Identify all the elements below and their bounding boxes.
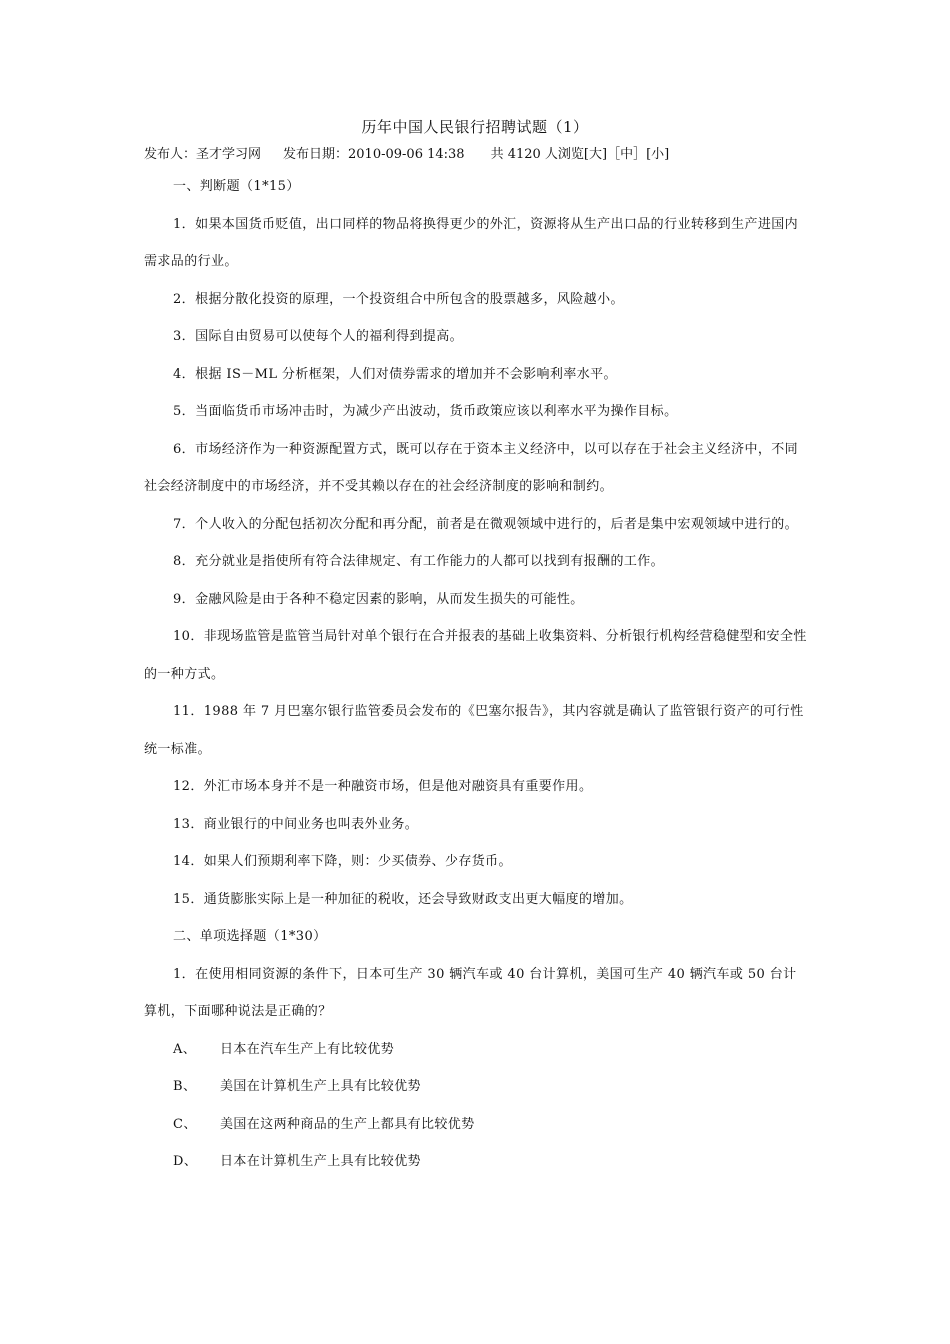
question-item: 11．1988 年 7 月巴塞尔银行监管委员会发布的《巴塞尔报告》，其内容就是确认了监管银行资产的可行性统一标准。 <box>144 704 804 757</box>
question-item: 8．充分就业是指使所有符合法律规定、有工作能力的人都可以找到有报酬的工作。 <box>173 554 665 569</box>
document-meta <box>144 146 669 164</box>
option-letter: B、 <box>173 1079 197 1094</box>
question-item: 5．当面临货币市场冲击时，为减少产出波动，货币政策应该以利率水平为操作目标。 <box>173 404 678 419</box>
document-body <box>144 168 808 1181</box>
option-text: 日本在计算机生产上具有比较优势 <box>220 1154 422 1169</box>
choice-option-a <box>144 1031 808 1069</box>
publisher-text: 发布人：圣才学习网 <box>144 147 262 162</box>
document-title: 历年中国人民银行招聘试题（1） <box>361 118 589 136</box>
option-text: 美国在计算机生产上具有比较优势 <box>220 1079 422 1094</box>
option-text: 美国在这两种商品的生产上都具有比较优势 <box>220 1116 475 1132</box>
section-heading-single-choice: 二、单项选择题（1*30） <box>173 929 327 944</box>
view-count-text: 共 4120 人浏览[大]［中］[小] <box>490 147 670 162</box>
publish-date-text: 发布日期：2010-09-06 14:38 <box>283 147 465 162</box>
question-item: 1．如果本国货币贬值，出口同样的物品将换得更少的外汇，资源将从生产出口品的行业转移到生产进国内需求品的行业。 <box>144 216 799 269</box>
option-letter: D、 <box>173 1154 198 1169</box>
question-item: 15．通货膨胀实际上是一种加征的税收，还会导致财政支出更大幅度的增加。 <box>173 891 633 907</box>
choice-question: 1．在使用相同资源的条件下，日本可生产 30 辆汽车或 40 台计算机，美国可生产 40 辆汽车或 50 台计算机，下面哪种说法是正确的？ <box>144 966 797 1019</box>
question-item: 7．个人收入的分配包括初次分配和再分配，前者是在微观领域中进行的，后者是集中宏观领域中进行的。 <box>173 516 799 532</box>
option-letter: C、 <box>173 1116 197 1132</box>
question-item: 14．如果人们预期利率下降，则：少买债券、少存货币。 <box>173 854 512 869</box>
choice-option-b <box>144 1068 808 1106</box>
option-text: 日本在汽车生产上有比较优势 <box>220 1041 395 1057</box>
question-item: 4．根据 IS－ML 分析框架，人们对债券需求的增加并不会影响利率水平。 <box>173 366 617 382</box>
question-item: 12．外汇市场本身并不是一种融资市场，但是他对融资具有重要作用。 <box>173 779 593 794</box>
question-item: 6．市场经济作为一种资源配置方式，既可以存在于资本主义经济中，以可以存在于社会主义经济中，不同社会经济制度中的市场经济，并不受其赖以存在的社会经济制度的影响和制约。 <box>144 441 799 494</box>
question-item: 9．金融风险是由于各种不稳定因素的影响，从而发生损失的可能性。 <box>173 591 584 607</box>
section-heading-true-false: 一、判断题（1*15） <box>173 179 300 194</box>
choice-option-d <box>144 1143 808 1181</box>
question-item: 2．根据分散化投资的原理，一个投资组合中所包含的股票越多，风险越小。 <box>173 291 624 307</box>
option-letter: A、 <box>173 1041 197 1057</box>
question-item: 13．商业银行的中间业务也叫表外业务。 <box>173 816 419 832</box>
question-item: 3．国际自由贸易可以使每个人的福利得到提高。 <box>173 329 464 344</box>
choice-option-c <box>144 1106 808 1144</box>
question-item: 10．非现场监管是监管当局针对单个银行在合并报表的基础上收集资料、分析银行机构经营稳健型和安全性的一种方式。 <box>144 629 807 682</box>
